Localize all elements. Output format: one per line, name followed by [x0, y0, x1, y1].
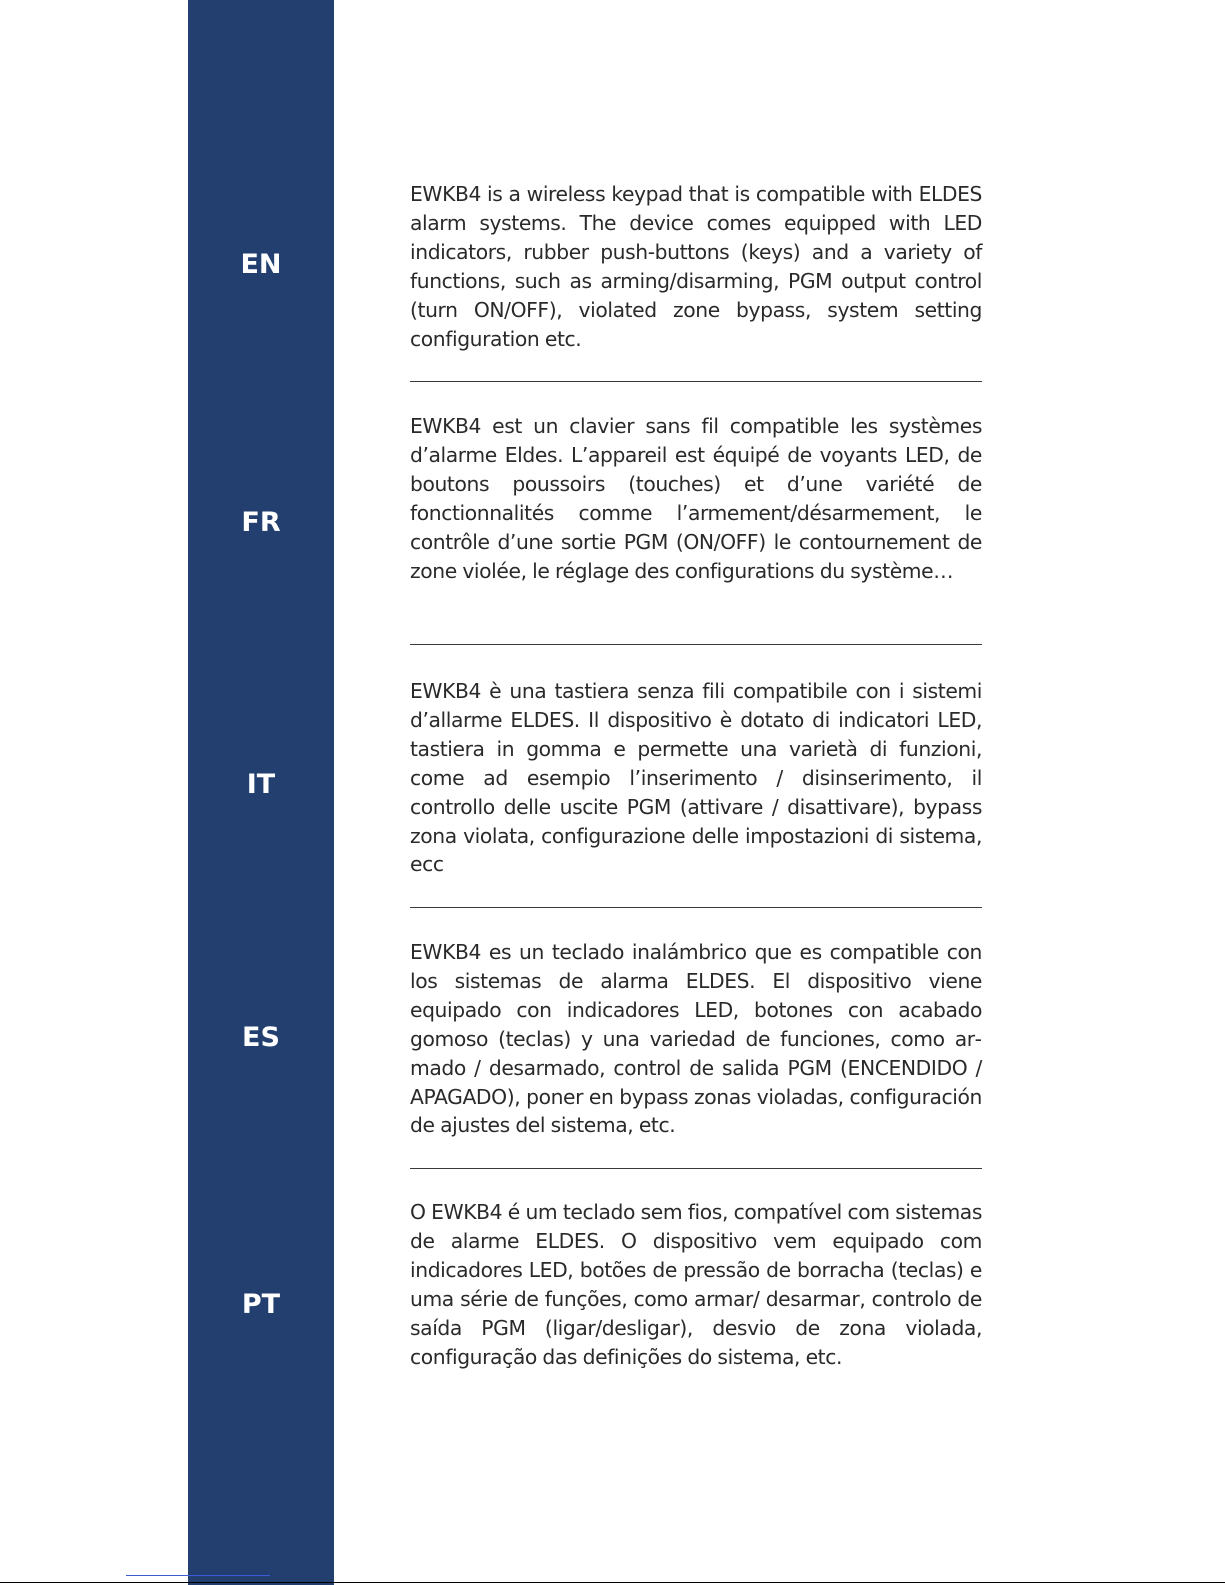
section-divider	[410, 644, 982, 645]
description-fr: EWKB4 est un clavier sans fil compatible les systèmes d’alarme Eldes. L’appareil est équipé de voyants LED, de boutons poussoirs (touches) et d’une variété de fonctionnalités comme l’armement/désarmement, le contrôle d’une sortie PGM (ON/OFF) le contournement de zone violée, le réglage des configurations du système…	[410, 414, 982, 583]
description-pt: O EWKB4 é um teclado sem fios, compatível com sistemas de alarme ELDES. O dispositivo vem equipado com indicadores LED, botões de pressão de borracha (teclas) e uma série de funções, como armar/ desarmar, controlo de saída PGM (ligar/desligar), desvio de zona violada, configuração das definições do sistema, etc.	[410, 1200, 982, 1369]
page-bottom-border	[0, 1582, 1225, 1583]
language-label-pt: PT	[241, 1289, 281, 1320]
description-it: EWKB4 è una tastiera senza fili compatibile con i sistemi d’allarme ELDES. Il dispositivo è dotato di indicatori LED, tastiera in gomma e permette una varietà di funzioni, come ad esempio l’inserimento / disinserimento, il controllo delle uscite PGM (attivare / disattivare), bypass zona violata, configurazione delle impostazioni di sistema, ecc	[410, 679, 982, 877]
bottom-link-underline	[126, 1575, 270, 1576]
description-en: EWKB4 is a wireless keypad that is compatible with ELDES alarm systems. The device comes equipped with LED indicators, rubber push-buttons (keys) and a variety of functions, such as arming/disarming, PGM output control (turn ON/OFF), violated zone bypass, system setting configuration etc.	[410, 182, 982, 351]
language-label-it: IT	[246, 769, 276, 800]
language-label-en: EN	[240, 249, 282, 280]
language-label-es: ES	[242, 1022, 280, 1053]
section-divider	[410, 1168, 982, 1169]
language-label-fr: FR	[241, 507, 281, 538]
section-divider	[410, 381, 982, 382]
section-divider	[410, 907, 982, 908]
description-es: EWKB4 es un teclado inalámbrico que es compatible con los sistemas de alarma ELDES. El dispositivo viene equipado con indicadores LED, botones con acabado gomoso (teclas) y una variedad de funciones, como armado / desarmado, control de salida PGM (ENCENDIDO / APAGADO), poner en bypass zonas violadas, configuración de ajustes del sistema, etc.	[410, 940, 982, 1138]
